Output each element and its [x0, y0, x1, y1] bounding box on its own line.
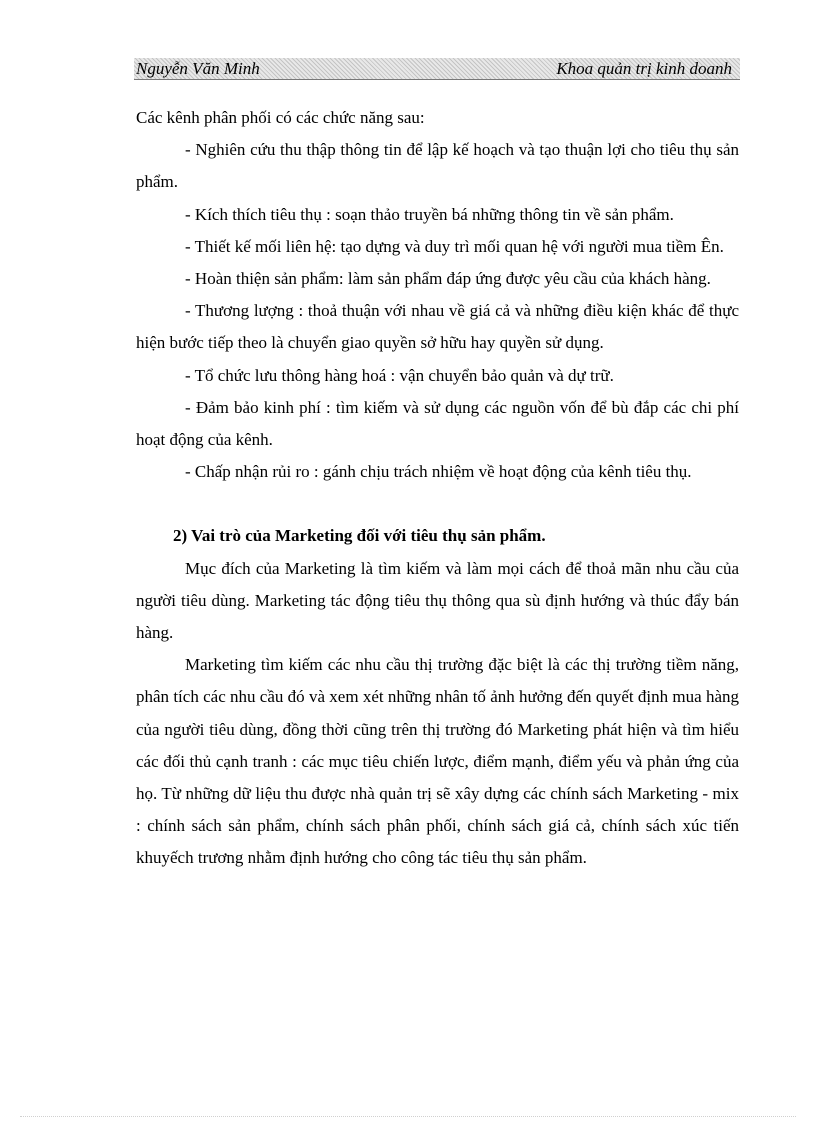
page-bottom-divider: [20, 1116, 796, 1117]
function-item-research: - Nghiên cứu thu thập thông tin để lập kế hoạch và tạo thuận lợi cho tiêu thụ sản phẩm.: [136, 140, 739, 192]
document-body: [136, 102, 739, 875]
function-item-promotion: - Kích thích tiêu thụ : soạn thảo truyền bá những thông tin về sản phẩm.: [185, 204, 674, 224]
function-item-distribution: - Tổ chức lưu thông hàng hoá : vận chuyển bảo quản và dự trữ.: [185, 365, 614, 385]
function-item-negotiation: - Thương lượng : thoả thuận với nhau về giá cả và những điều kiện khác để thực hiện bước tiếp theo là chuyển giao quyền sở hữu hay quyền sử dụng.: [136, 301, 739, 353]
function-item-contact: - Thiết kế mối liên hệ: tạo dựng và duy trì mối quan hệ với người mua tiềm Ên.: [185, 236, 724, 256]
function-item-matching: - Hoàn thiện sản phẩm: làm sản phẩm đáp ứng được yêu cầu của khách hàng.: [185, 269, 711, 289]
header-author: Nguyễn Văn Minh: [136, 59, 260, 78]
function-item-financing: - Đảm bảo kinh phí : tìm kiếm và sử dụng các nguồn vốn để bù đắp các chi phí hoạt động của kênh.: [136, 397, 739, 450]
paragraph-marketing-research: Marketing tìm kiếm các nhu cầu thị trường đặc biệt là các thị trường tiềm năng, phân tích các nhu cầu đó và xem xét những nhân tố ảnh hưởng đến quyết định mua hàng của người tiêu dùng, đồng thời cũng trên thị trường đó Marketing phát hiện và tìm hiểu các đối thủ cạnh tranh : các mục tiêu chiến lược, điểm mạnh, điểm yếu và phản ứng của họ. Từ những dữ liệu thu được nhà quản trị sẽ xây dựng các chính sách Marketing - mix : chính sách sản phẩm, chính sách phân phối, chính sách giá cả, chính sách xúc tiến khuyếch trương nhằm định hướng cho công tác tiêu thụ sản phẩm.: [136, 655, 739, 868]
section-heading: 2) Vai trò của Marketing đối với tiêu thụ sản phẩm.: [173, 526, 546, 546]
intro-line: Các kênh phân phối có các chức năng sau:: [136, 108, 425, 127]
paragraph-marketing-purpose: Mục đích của Marketing là tìm kiếm và làm mọi cách để thoả mãn nhu cầu của người tiêu dùng. Marketing tác động tiêu thụ thông qua sù định hướng và thúc đẩy bán hàng.: [136, 558, 739, 643]
header-department: Khoa quản trị kinh doanh: [556, 59, 732, 78]
page-header: [134, 58, 740, 80]
function-item-risk: - Chấp nhận rủi ro : gánh chịu trách nhiệm về hoạt động của kênh tiêu thụ.: [185, 462, 692, 482]
